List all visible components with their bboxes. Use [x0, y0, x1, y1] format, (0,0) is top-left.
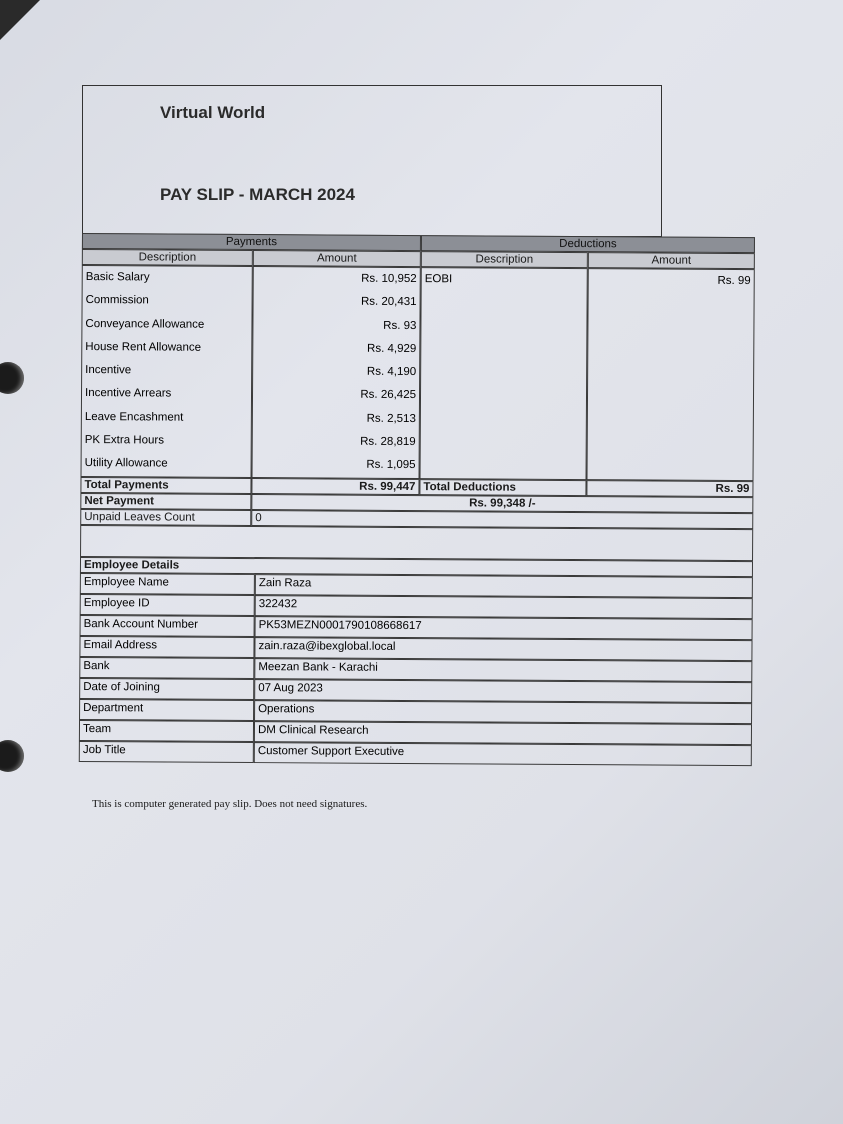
detail-label: Bank Account Number [80, 615, 255, 637]
detail-label: Department [79, 699, 254, 721]
payment-label: Leave Encashment [84, 410, 184, 424]
deductions-description-header: Description [421, 251, 588, 268]
unpaid-leaves-label: Unpaid Leaves Count [80, 509, 251, 526]
total-payments-value: Rs. 99,447 [251, 478, 419, 495]
payments-description-header: Description [82, 249, 253, 266]
payment-amount: Rs. 4,929 [367, 342, 417, 355]
unpaid-leaves-value: 0 [251, 510, 753, 529]
payments-header: Payments [82, 233, 421, 251]
payment-label: Commission [85, 294, 149, 307]
spacer-row [80, 525, 753, 561]
payment-labels-col [81, 265, 253, 478]
deduction-labels-col [420, 267, 588, 480]
deductions-header: Deductions [421, 235, 755, 253]
detail-label: Bank [79, 657, 254, 679]
payslip-title: PAY SLIP - MARCH 2024 [160, 185, 355, 204]
deduction-amount: Rs. 99 [717, 274, 751, 288]
payment-label: Incentive [85, 364, 132, 377]
payment-label: Basic Salary [85, 271, 150, 284]
detail-value: 07 Aug 2023 [254, 679, 752, 703]
punch-hole-bottom [0, 740, 24, 772]
header-box [82, 85, 662, 237]
payment-amount: Rs. 28,819 [360, 435, 416, 449]
detail-label: Date of Joining [79, 678, 254, 700]
payment-label: PK Extra Hours [84, 434, 165, 447]
detail-label: Job Title [79, 741, 254, 763]
paper-corner [0, 0, 40, 40]
net-payment-value: Rs. 99,348 /- [251, 494, 753, 513]
detail-row [79, 741, 752, 766]
total-deductions-label: Total Deductions [419, 479, 586, 496]
payment-label: House Rent Allowance [85, 340, 202, 354]
detail-label: Employee Name [80, 573, 255, 595]
detail-value: 322432 [255, 595, 753, 619]
payment-label: Incentive Arrears [84, 387, 172, 401]
total-payments-label: Total Payments [80, 477, 251, 494]
payment-amounts-col [252, 266, 421, 479]
punch-hole-top [0, 362, 24, 394]
payment-amount: Rs. 10,952 [361, 272, 417, 286]
employee-details [79, 573, 753, 766]
deduction-label: EOBI [424, 273, 453, 286]
net-payment-label: Net Payment [80, 493, 251, 510]
detail-label: Email Address [79, 636, 254, 658]
detail-value: Customer Support Executive [254, 742, 752, 766]
payment-amount: Rs. 93 [383, 319, 417, 332]
detail-value: zain.raza@ibexglobal.local [254, 637, 752, 661]
payment-amount: Rs. 20,431 [360, 296, 417, 309]
total-deductions-value: Rs. 99 [586, 480, 753, 497]
spacer-cell [80, 525, 753, 561]
payment-amount: Rs. 1,095 [366, 459, 416, 472]
detail-value: Zain Raza [255, 574, 753, 598]
payment-label: Conveyance Allowance [85, 317, 205, 331]
items-block [81, 265, 755, 481]
payment-amount: Rs. 26,425 [360, 389, 417, 402]
detail-value: Meezan Bank - Karachi [254, 658, 752, 682]
deductions-amount-header: Amount [588, 252, 755, 269]
payslip-table [79, 233, 755, 766]
detail-value: Operations [254, 700, 752, 724]
payment-amount: Rs. 2,513 [366, 412, 416, 425]
detail-value: PK53MEZN0001790108668617 [255, 616, 753, 640]
detail-value: DM Clinical Research [254, 721, 752, 745]
employee-details-title: Employee Details [80, 557, 753, 577]
deduction-amounts-col [587, 268, 755, 481]
footer-note: This is computer generated pay slip. Does not need signatures. [92, 798, 368, 810]
detail-label: Employee ID [80, 594, 255, 616]
payment-amount: Rs. 4,190 [366, 365, 417, 379]
payment-label: Utility Allowance [84, 457, 168, 470]
company-name: Virtual World [160, 103, 266, 122]
payments-amount-header: Amount [253, 250, 421, 267]
detail-label: Team [79, 720, 254, 742]
